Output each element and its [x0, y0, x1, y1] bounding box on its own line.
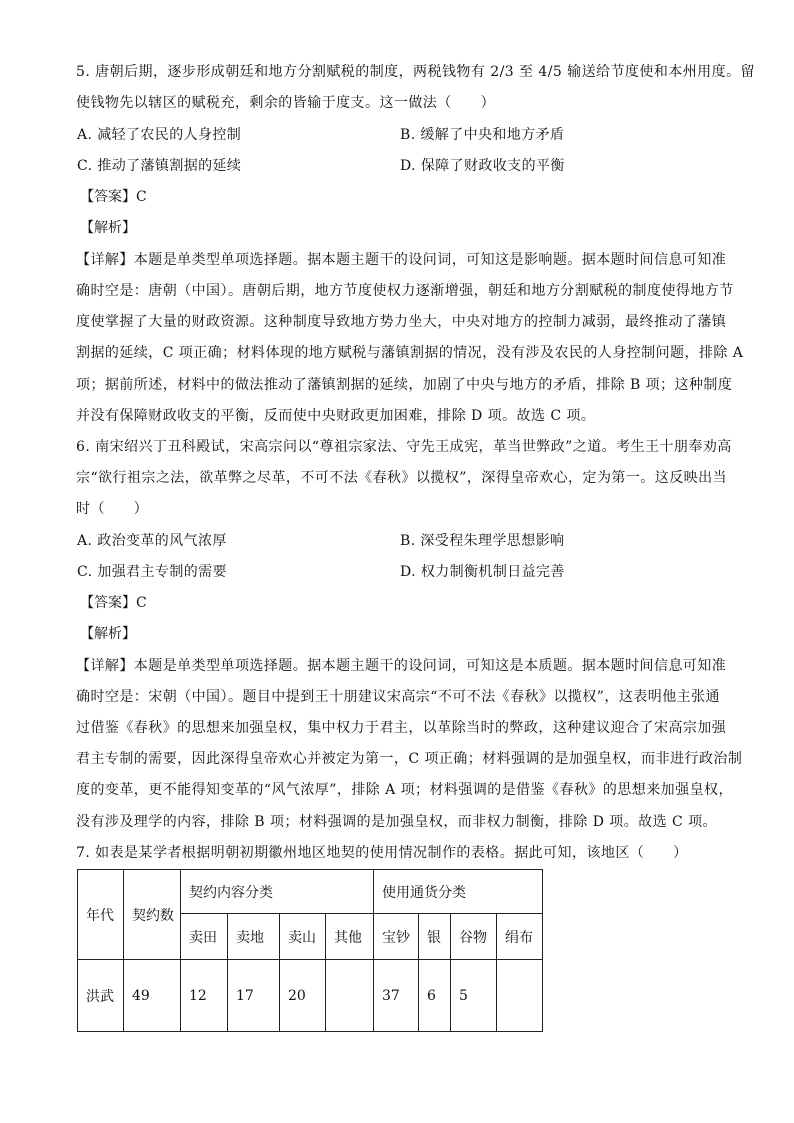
subheader-sell-field: 卖田: [181, 914, 228, 960]
q6-option-c: C. 加强君主专制的需要: [77, 564, 227, 580]
contract-table: [77, 869, 543, 1032]
subheader-other: 其他: [326, 914, 374, 960]
header-contract-content: 契约内容分类: [181, 870, 374, 914]
q6-explanation-line-3: 过借鉴《春秋》的思想来加强皇权，集中权力于君主，以革除当时的弊政，这种建议迎合了宋高宗加强: [76, 720, 727, 736]
subheader-baochao: 宝钞: [374, 914, 419, 960]
q6-explanation-line-2: 确时空是：宋朝（中国）。题目中提到王十朋建议宋高宗“不可不法《春秋》以揽权”，这表明他主张通: [76, 689, 721, 705]
subheader-grain: 谷物: [451, 914, 497, 960]
cell-year: 洪武: [78, 960, 124, 1032]
subheader-silver: 银: [419, 914, 451, 960]
subheader-silk: 绢布: [497, 914, 543, 960]
q5-option-b: B. 缓解了中央和地方矛盾: [400, 127, 565, 143]
q6-explanation-line-5: 度的变革，更不能得知变革的“风气浓厚”，排除 A 项；材料强调的是借鉴《春秋》的思想来加强皇权，: [76, 782, 733, 798]
q5-option-d: D. 保障了财政收支的平衡: [400, 158, 565, 174]
q6-explanation-line-6: 没有涉及理学的内容，排除 B 项；材料强调的是加强皇权，而非权力制衡，排除 D 项。故选 C 项。: [76, 814, 717, 830]
q5-explanation-line-1: 【详解】本题是单类型单项选择题。据本题主题干的设问词，可知这是影响题。据本题时间信息可知准: [76, 252, 727, 268]
q7-stem-line-1: 7. 如表是某学者根据明朝初期徽州地区地契的使用情况制作的表格。据此可知，该地区（ ）: [76, 845, 688, 861]
q5-explanation-line-5: 项；据前所述，材料中的做法推动了藩镇割据的延续，加剧了中央与地方的矛盾，排除 B 项；这种制度: [76, 377, 733, 393]
header-contract-count: 契约数: [124, 870, 181, 960]
q6-explanation-line-4: 君主专制的需要，因此深得皇帝欢心并被定为第一，C 项正确；材料强调的是加强皇权，而非进行政治制: [76, 751, 743, 767]
q5-explanation-line-3: 度使掌握了大量的财政资源。这种制度导致地方势力坐大，中央对地方的控制力减弱，最终推动了藩镇: [76, 314, 727, 330]
q5-explanation-line-4: 割据的延续，C 项正确；材料体现的地方赋税与藩镇割据的情况，没有涉及农民的人身控制问题，排除 A: [76, 345, 744, 361]
subheader-sell-hill: 卖山: [280, 914, 326, 960]
cell-silk: [497, 960, 543, 1032]
q6-stem-line-2: 宗“欲行祖宗之法，欲革弊之尽革，不可不法《春秋》以揽权”，深得皇帝欢心，定为第一。这反映出当: [76, 470, 728, 486]
q6-stem-line-3: 时（ ）: [76, 501, 149, 517]
cell-grain: 5: [451, 960, 497, 1032]
cell-sell-land: 17: [228, 960, 280, 1032]
q6-explanation-line-1: 【详解】本题是单类型单项选择题。据本题主题干的设问词，可知这是本质题。据本题时间信息可知准: [76, 658, 727, 674]
header-year: 年代: [78, 870, 124, 960]
subheader-sell-land: 卖地: [228, 914, 280, 960]
q5-option-a: A. 减轻了农民的人身控制: [77, 127, 242, 143]
cell-other: [326, 960, 374, 1032]
q6-stem-line-1: 6. 南宋绍兴丁丑科殿试，宋高宗问以“尊祖宗家法、守先王成宪，革当世弊政”之道。考生王十朋奉劝高: [76, 439, 732, 455]
q5-option-c: C. 推动了藩镇割据的延续: [77, 158, 242, 174]
q5-stem-line-2: 使钱物先以辖区的赋税充，剩余的皆输于度支。这一做法（ ）: [76, 95, 496, 111]
q6-option-a: A. 政治变革的风气浓厚: [77, 533, 227, 549]
q5-analysis-label: 【解析】: [80, 220, 136, 236]
q6-analysis-label: 【解析】: [80, 626, 136, 642]
table-row: [78, 960, 543, 1032]
q6-option-b: B. 深受程朱理学思想影响: [400, 533, 565, 549]
header-currency: 使用通货分类: [374, 870, 543, 914]
cell-silver: 6: [419, 960, 451, 1032]
q6-answer: 【答案】C: [80, 595, 147, 611]
q5-explanation-line-2: 确时空是：唐朝（中国）。唐朝后期，地方节度使权力逐渐增强，朝廷和地方分割赋税的制度使得地方节: [76, 283, 734, 299]
q5-explanation-line-6: 并没有保障财政收支的平衡，反而使中央财政更加困难，排除 D 项。故选 C 项。: [76, 408, 596, 424]
q5-answer: 【答案】C: [80, 189, 147, 205]
cell-sell-field: 12: [181, 960, 228, 1032]
cell-baochao: 37: [374, 960, 419, 1032]
cell-sell-hill: 20: [280, 960, 326, 1032]
q5-stem-line-1: 5. 唐朝后期，逐步形成朝廷和地方分割赋税的制度，两税钱物有 2/3 至 4/5 输送给节度使和本州用度。留: [76, 64, 755, 80]
q6-option-d: D. 权力制衡机制日益完善: [400, 564, 565, 580]
cell-count: 49: [124, 960, 181, 1032]
